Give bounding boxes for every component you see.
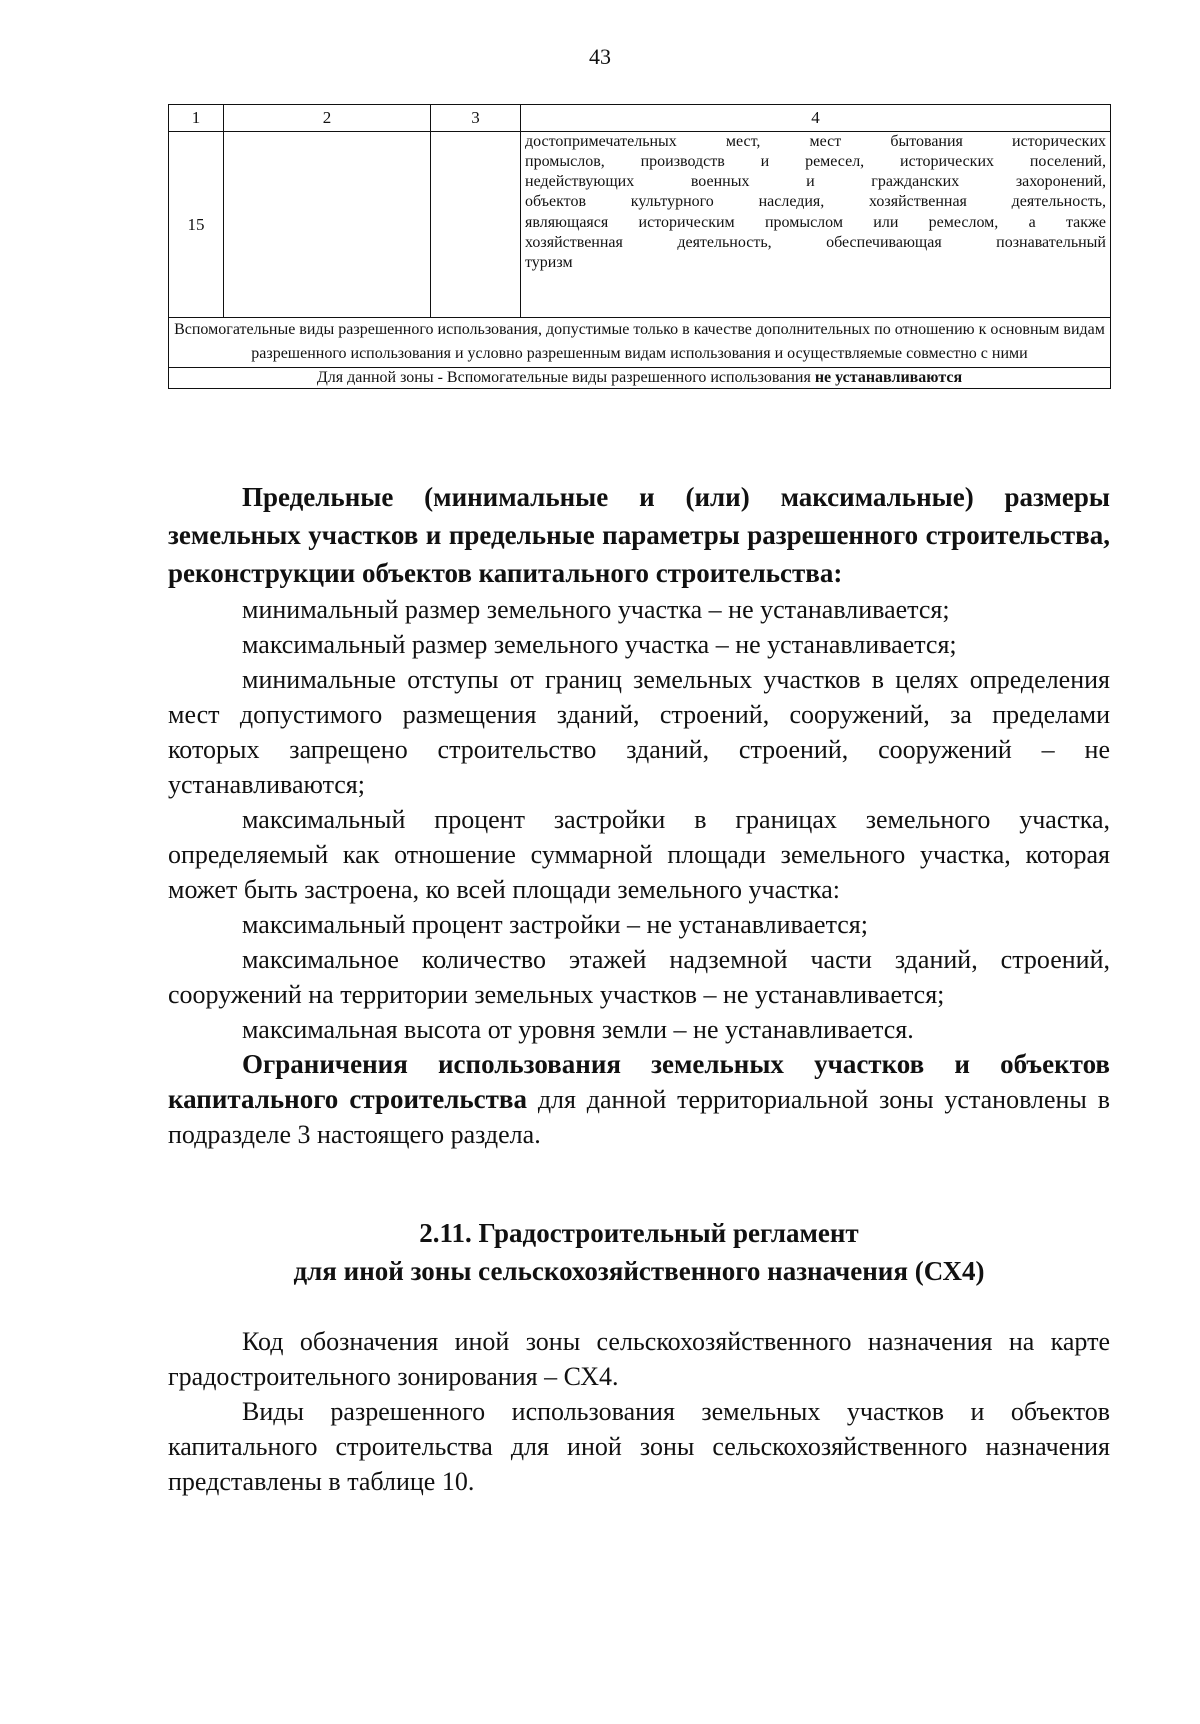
- restrictions-paragraph: [168, 1047, 1110, 1152]
- limit-item: максимальный процент застройки в границах земельного участка, определяемый как отношение суммарной площади земельного участка, которая может быть застроена, ко всей площади земельного участка:: [168, 805, 1110, 904]
- section-title: [168, 1214, 1110, 1290]
- limit-item: максимальный размер земельного участка – не устанавливается;: [242, 630, 957, 659]
- description-line: объектов культурного наследия, хозяйственная деятельность,: [525, 193, 1106, 211]
- description-line: туризм: [525, 253, 573, 271]
- auxiliary-note-row: [169, 367, 1111, 388]
- section-body: [168, 1324, 1110, 1499]
- description-line: являющаяся историческим промыслом или ремеслом, а также: [525, 213, 1106, 231]
- auxiliary-note-text: Для данной зоны - Вспомогательные виды разрешенного использования: [316, 368, 815, 386]
- section-title-line-1: 2.11. Градостроительный регламент: [419, 1218, 859, 1248]
- limit-item: минимальный размер земельного участка – не устанавливается;: [242, 595, 950, 624]
- restrictions-rest: для данной территориальной зоны установлены в подразделе 3 настоящего раздела.: [168, 1085, 1110, 1149]
- limit-item: минимальные отступы от границ земельных участков в целях определения мест допустимого размещения зданий, строений, сооружений, за пределами которых запрещено строительство зданий, строений, сооружений – не устанавливаются;: [168, 665, 1110, 799]
- limit-item: максимальная высота от уровня земли – не устанавливается.: [242, 1015, 914, 1044]
- table-header-row: [169, 105, 1111, 132]
- description-line: недействующих военных и гражданских захоронений,: [525, 173, 1106, 191]
- section-paragraph: Код обозначения иной зоны сельскохозяйственного назначения на карте градостроительного зонирования – СХ4.: [168, 1327, 1110, 1391]
- limit-item: максимальное количество этажей надземной части зданий, строений, сооружений на территории земельных участков – не устанавливается;: [168, 945, 1110, 1009]
- auxiliary-note-bold: не устанавливаются: [814, 368, 963, 386]
- row-col-3: [431, 132, 521, 318]
- description-line: промыслов, производств и ремесел, исторических поселений,: [525, 153, 1106, 171]
- auxiliary-uses-header: Вспомогательные виды разрешенного использования, допустимые только в качестве дополнительных по отношению к основным видам разрешенного использования и условно разрешенным видам использования и осуществляемые совместно с ними: [169, 318, 1111, 368]
- limit-item: максимальный процент застройки – не устанавливается;: [242, 910, 868, 939]
- description-line: достопримечательных мест, мест бытования исторических: [525, 133, 1106, 150]
- header-col-4: 4: [521, 105, 1111, 132]
- row-col-2: [224, 132, 431, 318]
- row-number: 15: [169, 132, 224, 318]
- limits-section: [168, 478, 1110, 1152]
- header-col-3: 3: [431, 105, 521, 132]
- restrictions-bold: Ограничения использования земельных участков и объектов капитального строительства: [168, 1049, 1110, 1114]
- header-col-1: 1: [169, 105, 224, 132]
- limits-heading: Предельные (минимальные и (или) максимальные) размеры земельных участков и предельные параметры разрешенного строительства, реконструкции объектов капитального строительства:: [168, 482, 1110, 588]
- page-number: 43: [589, 44, 611, 69]
- description-line: хозяйственная деятельность, обеспечивающая познавательный: [525, 233, 1106, 251]
- land-use-table: [168, 104, 1111, 389]
- section-paragraph: Виды разрешенного использования земельных участков и объектов капитального строительства для иной зоны сельскохозяйственного назначения представлены в таблице 10.: [168, 1397, 1110, 1496]
- header-col-2: 2: [224, 105, 431, 132]
- auxiliary-uses-note: [169, 367, 1111, 388]
- section-title-line-2: для иной зоны сельскохозяйственного назначения (СХ4): [293, 1256, 985, 1286]
- auxiliary-header-row: [169, 318, 1111, 368]
- row-description: [521, 132, 1111, 318]
- table-row: [169, 132, 1111, 318]
